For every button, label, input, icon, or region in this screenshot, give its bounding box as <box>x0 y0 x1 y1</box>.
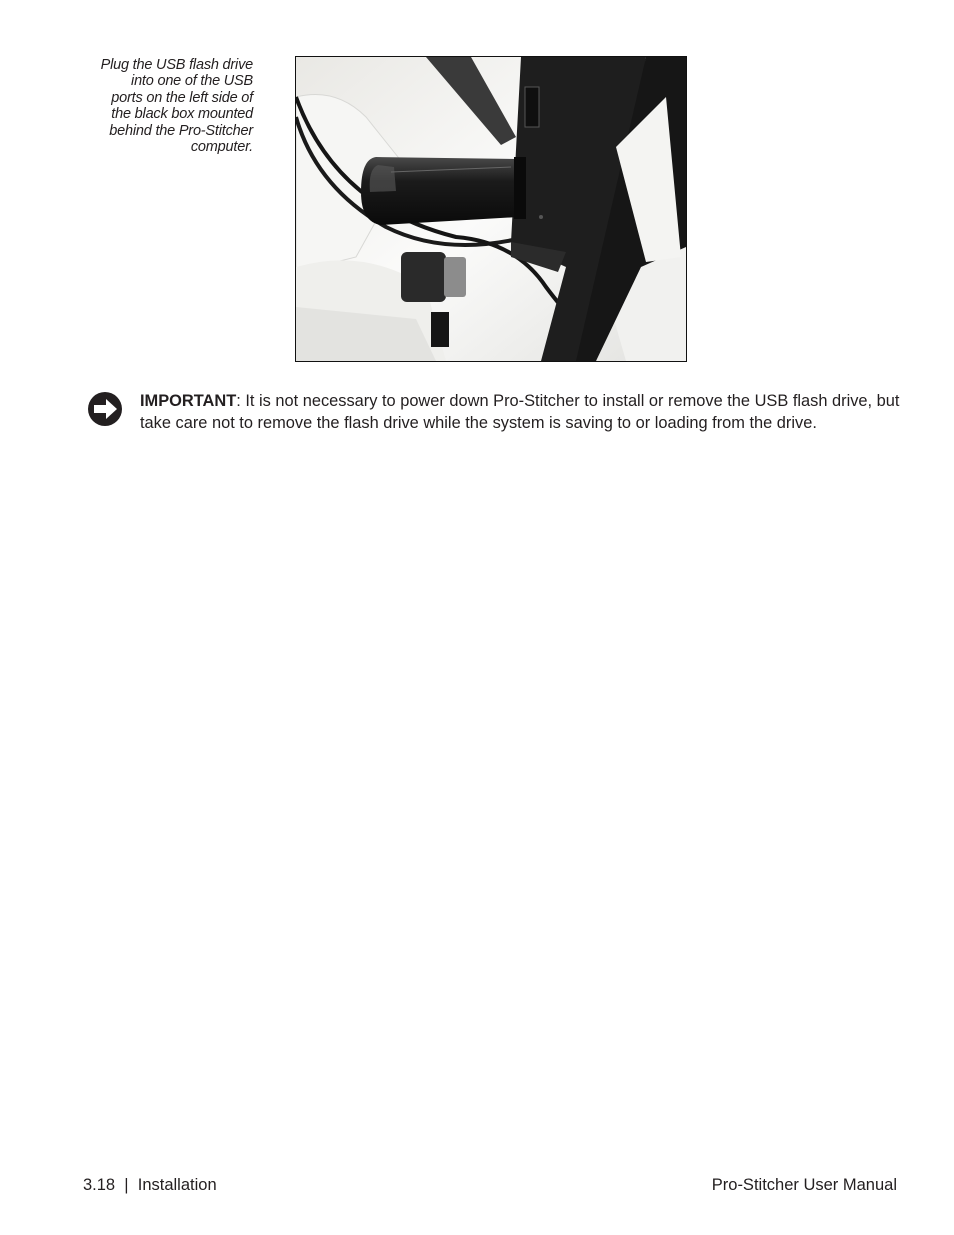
footer-page-section: 3.18 | Installation <box>83 1176 217 1194</box>
important-text: : It is not necessary to power down Pro-Stitcher to install or remove the USB flash drive, but take care not to remove the flash drive while the system is saving to or loading from the drive. <box>140 392 900 433</box>
caption-line: the black box mounted <box>111 106 253 123</box>
page-footer <box>83 1176 897 1195</box>
caption-line: computer. <box>190 139 253 156</box>
caption-line: Plug the USB flash drive <box>100 57 253 73</box>
caption-line: ports on the left side of <box>111 89 253 106</box>
figure-caption <box>60 57 253 155</box>
important-note <box>140 390 900 435</box>
footer-manual-title: Pro-Stitcher User Manual <box>711 1176 897 1194</box>
caption-line: behind the Pro-Stitcher <box>109 122 253 139</box>
usb-drive-photo-illustration <box>296 57 686 361</box>
usb-drive-photo <box>295 56 687 362</box>
arrow-right-circle-icon <box>88 392 122 426</box>
important-label: IMPORTANT <box>140 392 237 410</box>
caption-line: into one of the USB <box>131 73 253 90</box>
